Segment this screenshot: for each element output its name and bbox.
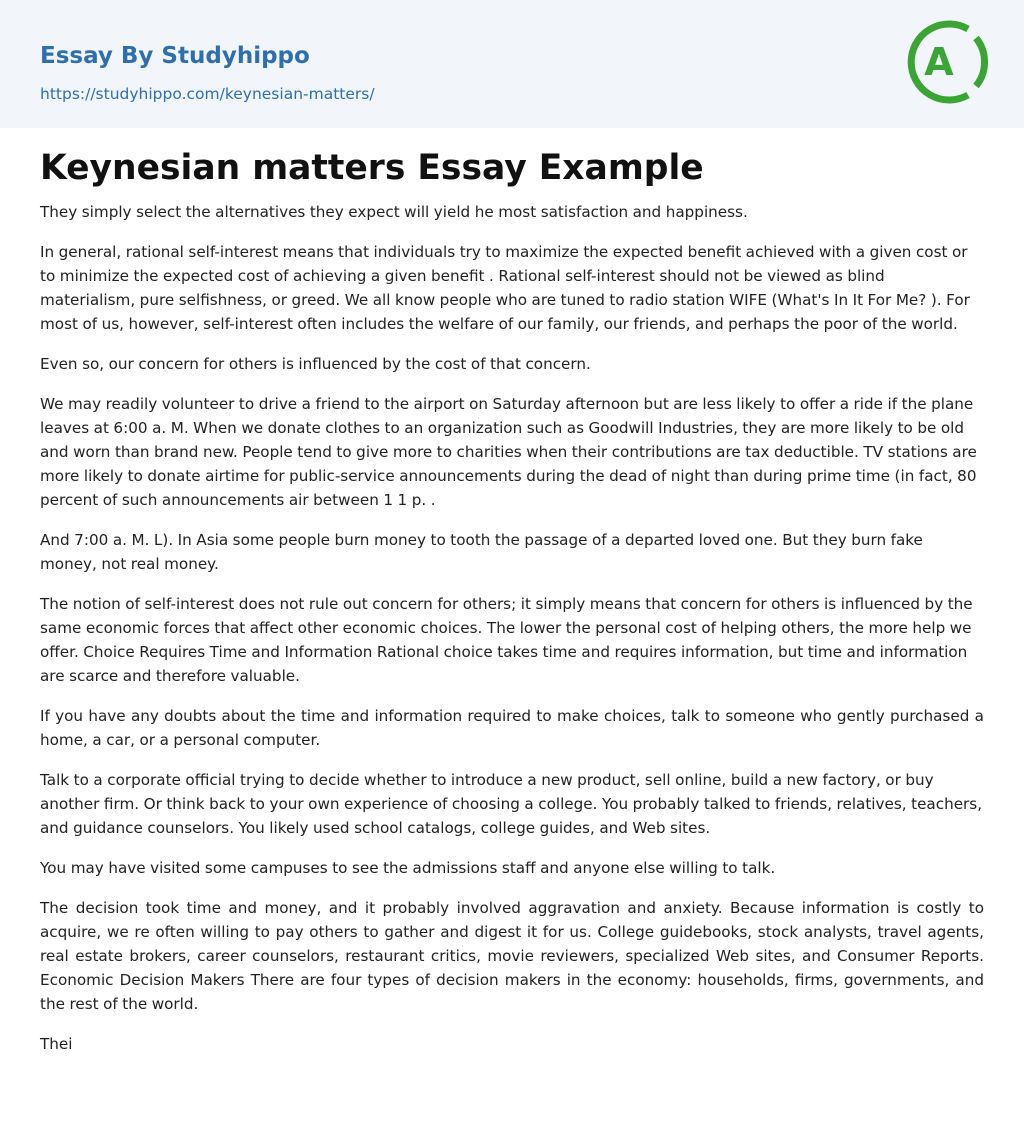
brand-title[interactable]: Essay By Studyhippo bbox=[40, 43, 310, 69]
essay-paragraph-11: Thei bbox=[40, 1035, 73, 1053]
logo-letter: A bbox=[924, 40, 954, 84]
studyhippo-logo-icon[interactable] bbox=[904, 18, 988, 106]
page-title: Keynesian matters Essay Example bbox=[40, 148, 704, 188]
essay-paragraph-6: The notion of self-interest does not rule out concern for others; it simply means that concern for others is influenced by the same economic forces that affect other economic choices. The lower the personal cost of helping others, the more help we offer. Choice Requires Time and Information Rational choice takes time and requires information, but time and information are scarce and therefore valuable. bbox=[40, 595, 973, 685]
essay-paragraph-4: We may readily volunteer to drive a friend to the airport on Saturday afternoon but are less likely to offer a ride if the plane leaves at 6:00 a. M. When we donate clothes to an organization such as Goodwill Industries, they are more likely to be old and worn than brand new. People tend to give more to charities when their contributions are tax deductible. TV stations are more likely to donate airtime for public-service announcements during the dead of night than during prime time (in fact, 80 percent of such announcements air between 1 1 p. . bbox=[40, 395, 977, 509]
essay-body bbox=[40, 200, 984, 1072]
essay-paragraph-10: The decision took time and money, and it probably involved aggravation and anxiety. Because information is costly to acquire, we re often willing to pay others to gather and digest it for us. College guidebooks, stock analysts, travel agents, real estate brokers, career counselors, restaurant critics, movie reviewers, specialized Web sites, and Consumer Reports. Economic Decision Makers There are four types of decision makers in the economy: households, firms, governments, and the rest of the world. bbox=[40, 899, 984, 1013]
essay-paragraph-7: If you have any doubts about the time and information required to make choices, talk to someone who gently purchased a home, a car, or a personal computer. bbox=[40, 707, 984, 749]
essay-paragraph-2: In general, rational self-interest means that individuals try to maximize the expected benefit achieved with a given cost or to minimize the expected cost of achieving a given benefit . Rational self-interest should not be viewed as blind materialism, pure selfishness, or greed. We all know people who are tuned to radio station WIFE (What's In It For Me? ). For most of us, however, self-interest often includes the welfare of our family, our friends, and perhaps the poor of the world. bbox=[40, 243, 970, 333]
source-url-link[interactable]: https://studyhippo.com/keynesian-matters/ bbox=[40, 85, 375, 103]
essay-paragraph-3: Even so, our concern for others is influenced by the cost of that concern. bbox=[40, 355, 591, 373]
essay-paragraph-5: And 7:00 a. M. L). In Asia some people burn money to tooth the passage of a departed loved one. But they burn fake money, not real money. bbox=[40, 531, 923, 573]
essay-paragraph-1: They simply select the alternatives they expect will yield he most satisfaction and happiness. bbox=[40, 203, 748, 221]
essay-paragraph-9: You may have visited some campuses to see the admissions staff and anyone else willing to talk. bbox=[40, 859, 776, 877]
essay-paragraph-8: Talk to a corporate official trying to decide whether to introduce a new product, sell online, build a new factory, or buy another firm. Or think back to your own experience of choosing a college. You probably talked to friends, relatives, teachers, and guidance counselors. You likely used school catalogs, college guides, and Web sites. bbox=[40, 771, 983, 837]
